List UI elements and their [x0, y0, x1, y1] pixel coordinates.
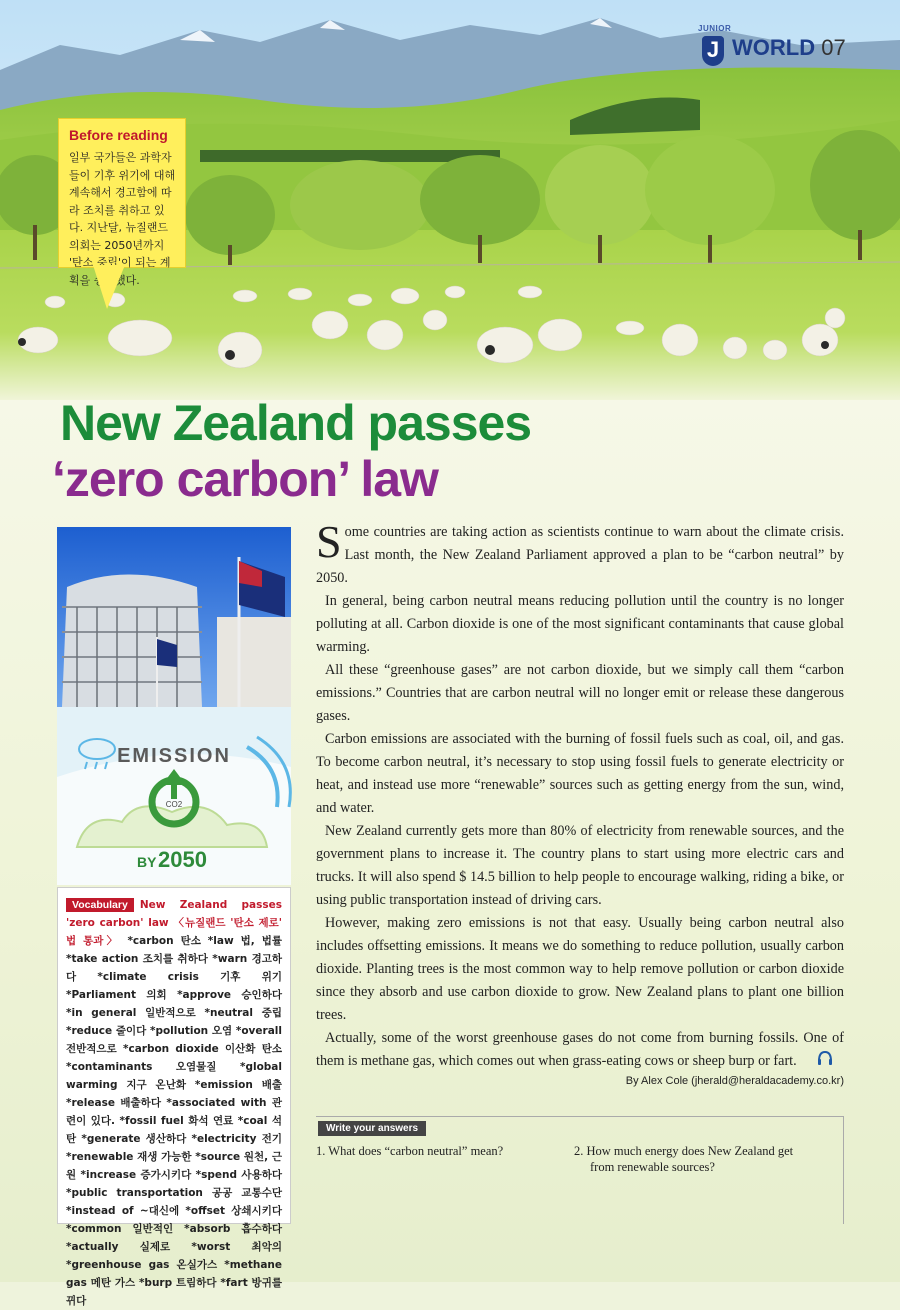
article-paragraph: All these “greenhouse gases” are not carbon dioxide, but we simply call them “carbon emissions.” Countries that are carbon neutral will no longer emit or release these dangerous gases. [316, 662, 844, 724]
section-label [732, 35, 846, 61]
page-number: 07 [821, 35, 846, 60]
co2-label: CO2 [165, 800, 183, 809]
emission-2050-graphic [57, 707, 291, 885]
drop-cap: S [316, 516, 342, 567]
brand-logo-letter: J [702, 36, 724, 66]
vocabulary-tag: Vocabulary [66, 898, 134, 912]
before-reading-note [58, 118, 186, 287]
section-name: WORLD [732, 35, 816, 60]
question-1: 1. What does “carbon neutral” mean? [316, 1144, 504, 1158]
article-paragraph: In general, being carbon neutral means reducing pollution until the country is no longer polluting at all. Carbon dioxide is one of the most significant contaminants that cause global warming. [316, 593, 844, 655]
article-paragraph: Carbon emissions are associated with the burning of fossil fuels such as coal, oil, and gas. To become carbon neutral, it’s necessary to stop using fossil fuels to generate electricity or heat, and instead use more “renewable” sources such as getting energy from the sun, wind, and water. [316, 731, 844, 816]
year-label: 2050 [158, 847, 207, 872]
article-paragraph: Actually, some of the worst greenhouse gases do not come from burning fossils. One of them is methane gas, which comes out when grass-eating cows or sheep burp or fart. [316, 1030, 844, 1069]
junior-j-logo-icon [698, 24, 732, 68]
headline-line-2: ‘zero carbon’ law [52, 451, 438, 507]
brand-junior: JUNIOR [698, 24, 732, 33]
headphones-icon[interactable] [817, 1050, 833, 1071]
article-headline [52, 395, 532, 507]
article-paragraph: Some countries are taking action as scientists continue to warn about the climate crisis. Last month, the New Zealand Parliament approved a plan to be “carbon neutral” by 2050. [316, 516, 844, 586]
vocabulary-box [57, 887, 291, 1307]
vocabulary-text [66, 896, 282, 1310]
write-your-answers-box [316, 1116, 844, 1224]
vocabulary-body: *carbon 탄소 *law 법, 법률 *take action 조치를 취하다 *warn 경고하다 *climate crisis 기후 위기 *Parliament 의회 *approve 승인하다 *in general 일반적으로 *neutral 중립 *reduce 줄이다 *pollution 오염 *overall 전반적으로 *carbon dioxide 이산화 탄소 *contaminants 오염물질 *global warming 지구 온난화 *emission 배출 *release 배출하다 *associated with 관련이 있다. *fossil fuel 화석 연료 *coal 석탄 *generate 생산하다 *electricity 전기 *renewable 재생 가능한 *source 원천, 근원 *increase 증가시키다 *spend 사용하다 *public transportation 공공 교통수단 *instead of ~대신에 *offset 상쇄시키다 *common 일반적인 *absorb 흡수하다 *actually 실제로 *worst 최악의 *greenhouse gas 온실가스 *methane gas 메탄 가스 *burp 트림하다 *fart 방귀를 뀌다 [66, 935, 283, 1307]
article-paragraph: New Zealand currently gets more than 80% of electricity from renewable sources, and the government plans to increase it. The country plans to start using more electric cars and trucks. It will also spend $ 14.5 billion to help people to encourage walking, riding a bike, or using public transportation instead of driving cars. [316, 823, 844, 908]
article-body [316, 516, 844, 1073]
vocabulary-title-ko: 〈뉴질랜드 '탄소 제로' 법 통과〉 [66, 917, 282, 947]
brand-logo [698, 24, 846, 68]
byline: By Alex Cole (jherald@heraldacademy.co.kr) [625, 1075, 844, 1087]
emission-label: EMISSION [117, 745, 231, 767]
parliament-building-photo [57, 527, 291, 707]
answers-label: Write your answers [318, 1121, 426, 1136]
article-paragraph: However, making zero emissions is not that easy. Usually being carbon neutral also includes offsetting emissions. It means we do something to reduce pollution, usually carbon dioxide. Planting trees is the most common way to help remove pollution or carbon dioxide since they absorb and use carbon dioxide to grow. New Zealand plans to plant one billion trees. [316, 915, 844, 1023]
headline-line-1: New Zealand passes [60, 395, 532, 451]
before-reading-title: Before reading [69, 127, 168, 143]
by-label: BY [137, 854, 157, 870]
question-2: 2. How much energy does New Zealand get from renewable sources? [574, 1144, 794, 1174]
before-reading-text: 일부 국가들은 과학자들이 기후 위기에 대해 계속해서 경고함에 따라 조치를 취하고 있다. 지난달, 뉴질랜드 의회는 2050년까지 '탄소 중립'이 되는 계획을 승인했다. [69, 151, 176, 287]
vocabulary-title: New Zealand passes 'zero carbon' law [66, 899, 282, 929]
